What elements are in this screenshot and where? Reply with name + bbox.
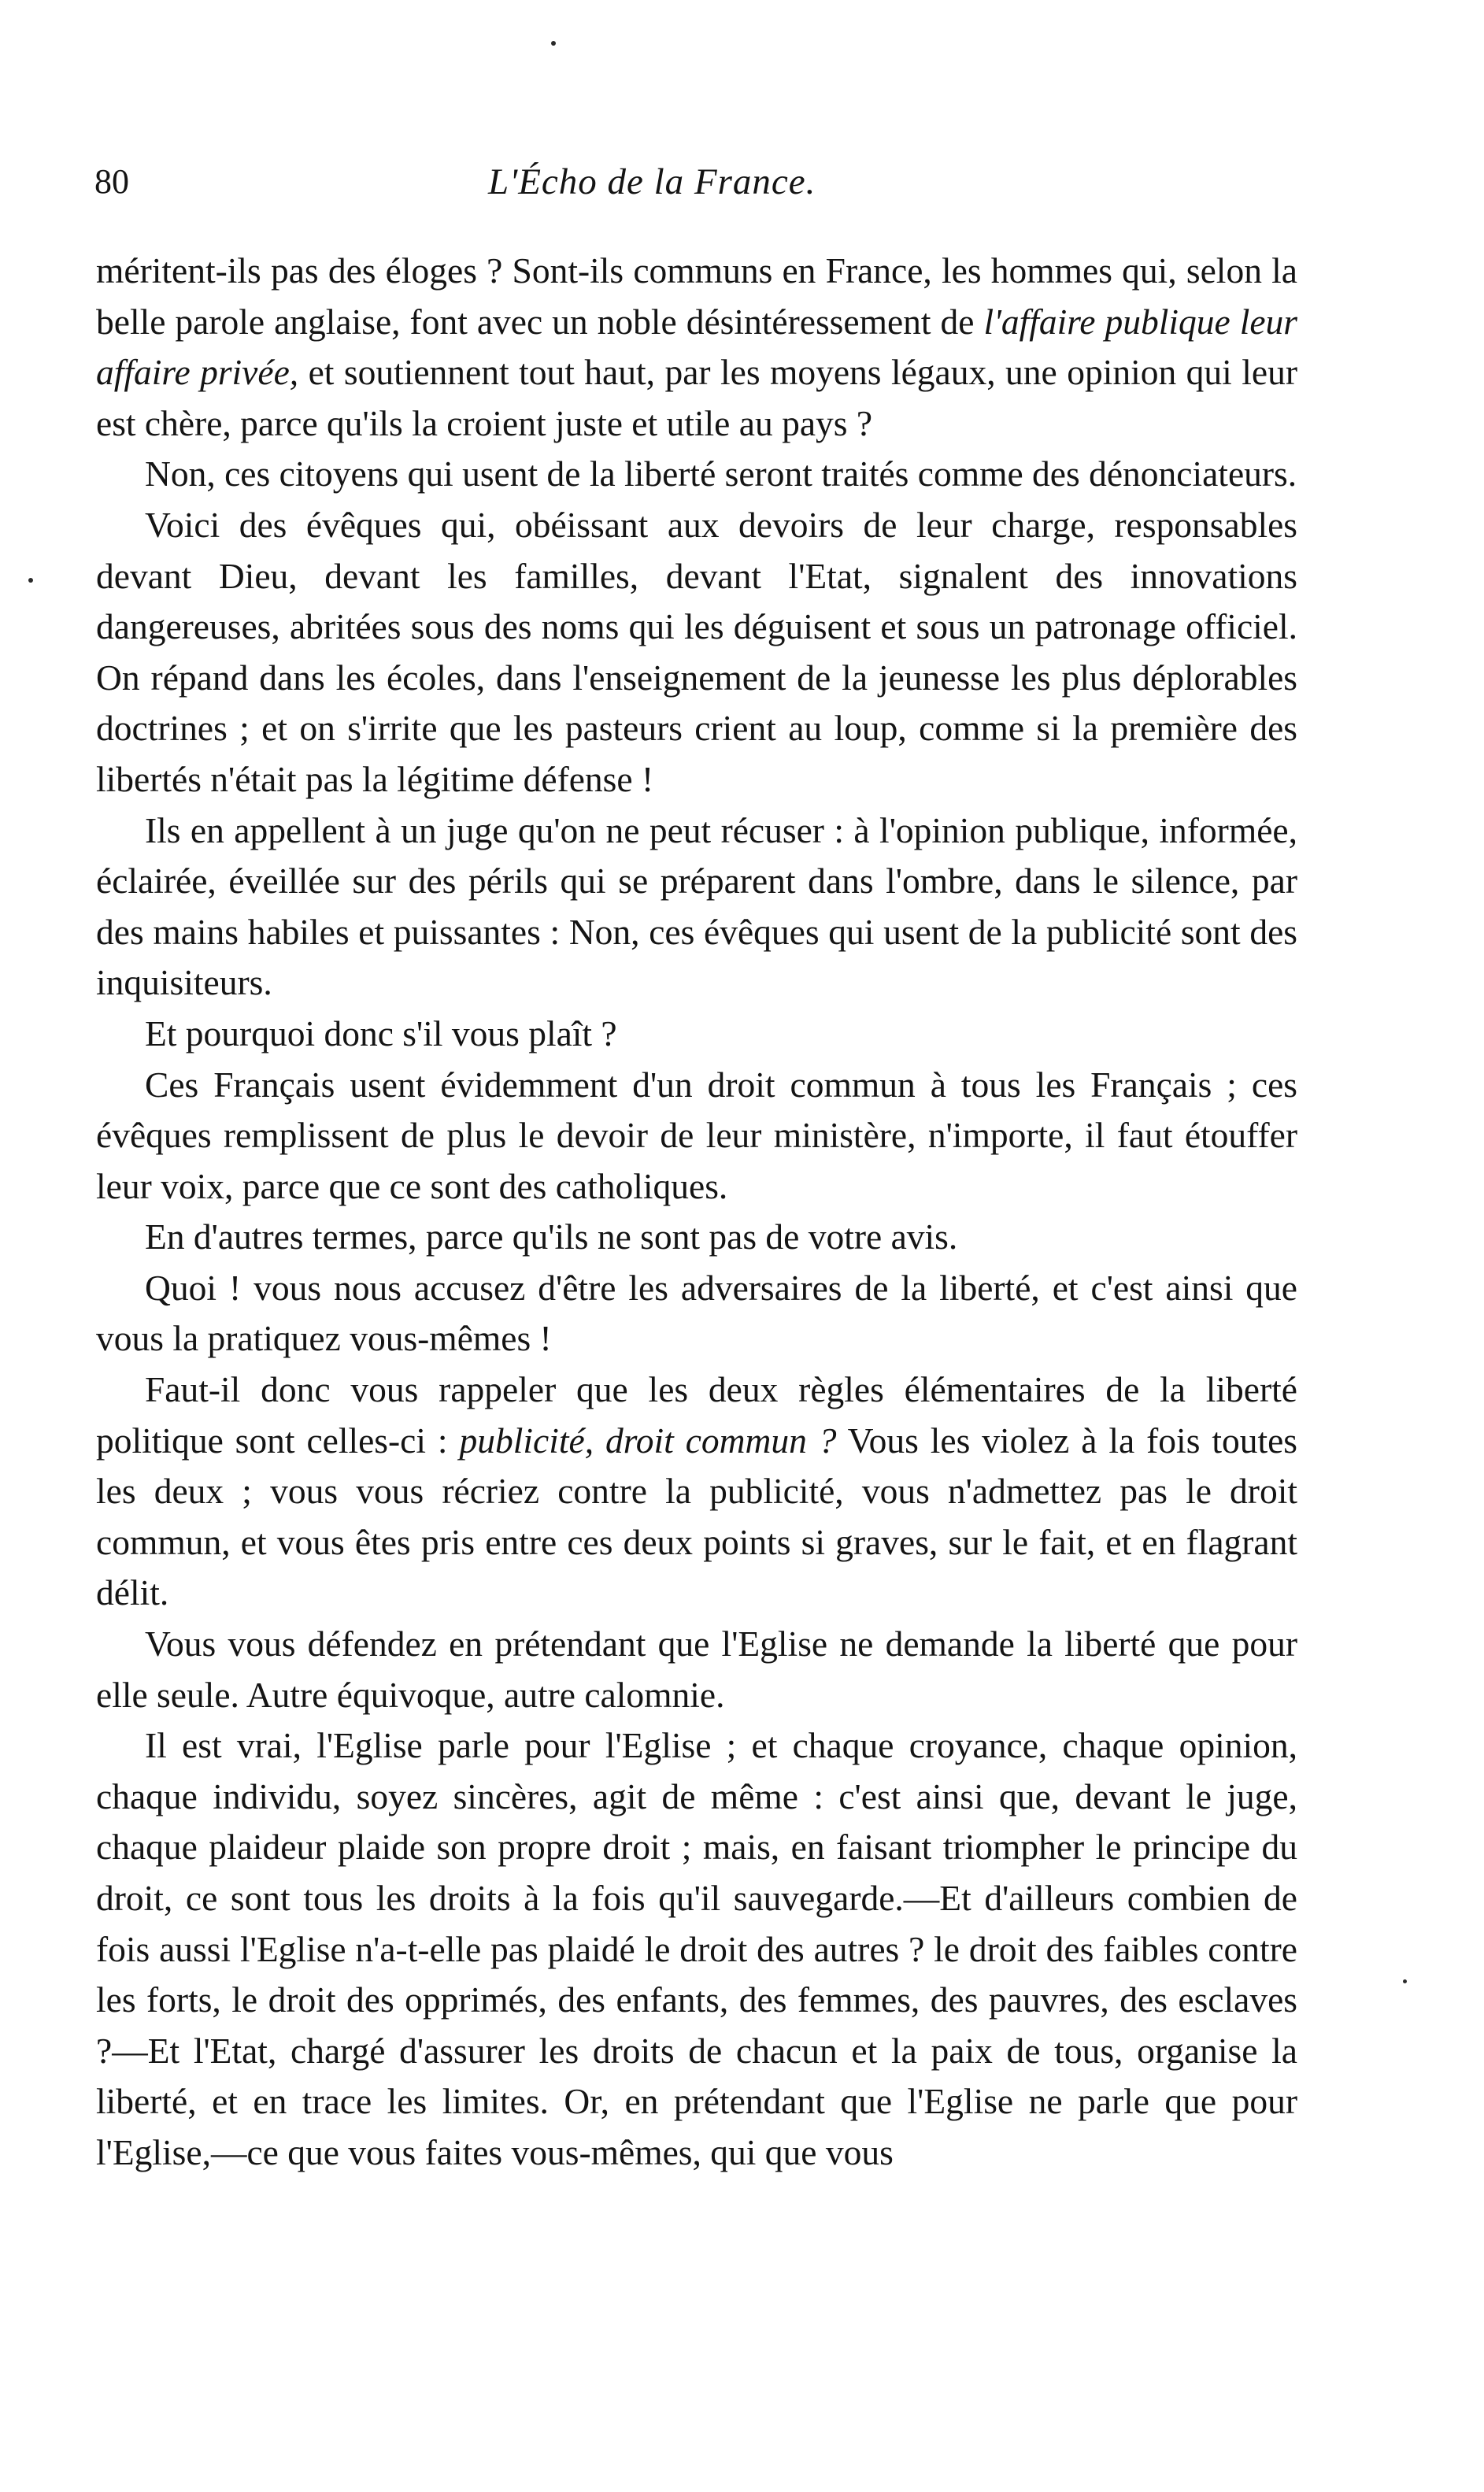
body-text bbox=[96, 246, 1297, 2179]
paragraph: Non, ces citoyens qui usent de la liberté seront traités comme des dénonciateurs. bbox=[145, 454, 1297, 494]
paragraph: Quoi ! vous nous accusez d'être les adversaires de la liberté, et c'est ainsi que vous la pratiquez vous-mêmes ! bbox=[96, 1267, 1297, 1359]
paragraph-text: méritent-ils pas des éloges ? Sont-ils communs en France, les hommes qui, selon la belle parole anglaise, font avec un noble désintéressement de bbox=[96, 250, 1297, 342]
italic-phrase: publicité, droit commun ? bbox=[459, 1420, 837, 1461]
page-number: 80 bbox=[94, 162, 129, 201]
print-speck bbox=[1403, 1979, 1407, 1983]
paragraph-text: Faut-il donc vous rappeler que les deux règles élémentaires de la liberté politique sont celles-ci : bbox=[96, 1369, 1297, 1461]
paragraph: En d'autres termes, parce qu'ils ne sont pas de votre avis. bbox=[145, 1216, 958, 1257]
paragraph: Il est vrai, l'Eglise parle pour l'Eglise ; et chaque croyance, chaque opinion, chaque individu, soyez sincères, agit de même : c'est ainsi que, devant le juge, chaque plaideur plaide son propre droit ; mais, en faisant triompher le principe du droit, ce sont tous les droits à la fois qu'il sauvegarde.—Et d'ailleurs combien de fois aussi l'Eglise n'a-t-elle pas plaidé le droit des autres ? le droit des faibles contre les forts, le droit des opprimés, des enfants, des femmes, des pauvres, des esclaves ?—Et l'Etat, chargé d'assurer les droits de chacun et la paix de tous, organise la liberté, et en trace les limites. Or, en prétendant que l'Eglise ne parle que pour l'Eglise,—ce que vous faites vous-mêmes, qui que vous bbox=[96, 1725, 1297, 2172]
paragraph bbox=[96, 246, 1297, 449]
paragraph bbox=[96, 1364, 1297, 1619]
paragraph-text: et soutiennent tout haut, par les moyens légaux, une opinion qui leur est chère, parce qu'ils la croient juste et utile au pays ? bbox=[96, 352, 1297, 443]
print-speck bbox=[28, 578, 33, 583]
paragraph: Ils en appellent à un juge qu'on ne peut récuser : à l'opinion publique, informée, éclairée, éveillée sur des périls qui se préparent dans l'ombre, dans le silence, par des mains habiles et puissantes : Non, ces évêques qui usent de la publicité sont des inquisiteurs. bbox=[96, 809, 1297, 1003]
print-speck bbox=[551, 41, 556, 46]
page-header bbox=[94, 154, 1299, 209]
paragraph: Voici des évêques qui, obéissant aux devoirs de leur charge, responsables devant Dieu, devant les familles, devant l'Etat, signalent des innovations dangereuses, abritées sous des noms qui les déguisent et sous un patronage officiel. On répand dans les écoles, dans l'enseignement de la jeunesse les plus déplorables doctrines ; et on s'irrite que les pasteurs crient au loup, comme si la première des libertés n'était pas la légitime défense ! bbox=[96, 504, 1297, 799]
running-title: L'Écho de la France. bbox=[488, 161, 816, 202]
paragraph-text: Vous les violez à la fois toutes les deux ; vous vous récriez contre la publicité, vous n'admettez pas le droit commun, et vous êtes pris entre ces deux points si graves, sur le fait, et en flagrant délit. bbox=[96, 1420, 1297, 1613]
italic-phrase: l'affaire publique leur affaire privée, bbox=[96, 301, 1298, 393]
paragraph: Et pourquoi donc s'il vous plaît ? bbox=[145, 1013, 617, 1053]
paragraph: Ces Français usent évidemment d'un droit commun à tous les Français ; ces évêques remplissent de plus le devoir de leur ministère, n'importe, il faut étouffer leur voix, parce que ce sont des catholiques. bbox=[96, 1064, 1297, 1206]
paragraph: Vous vous défendez en prétendant que l'Eglise ne demande la liberté que pour elle seule. Autre équivoque, autre calomnie. bbox=[96, 1624, 1297, 1715]
